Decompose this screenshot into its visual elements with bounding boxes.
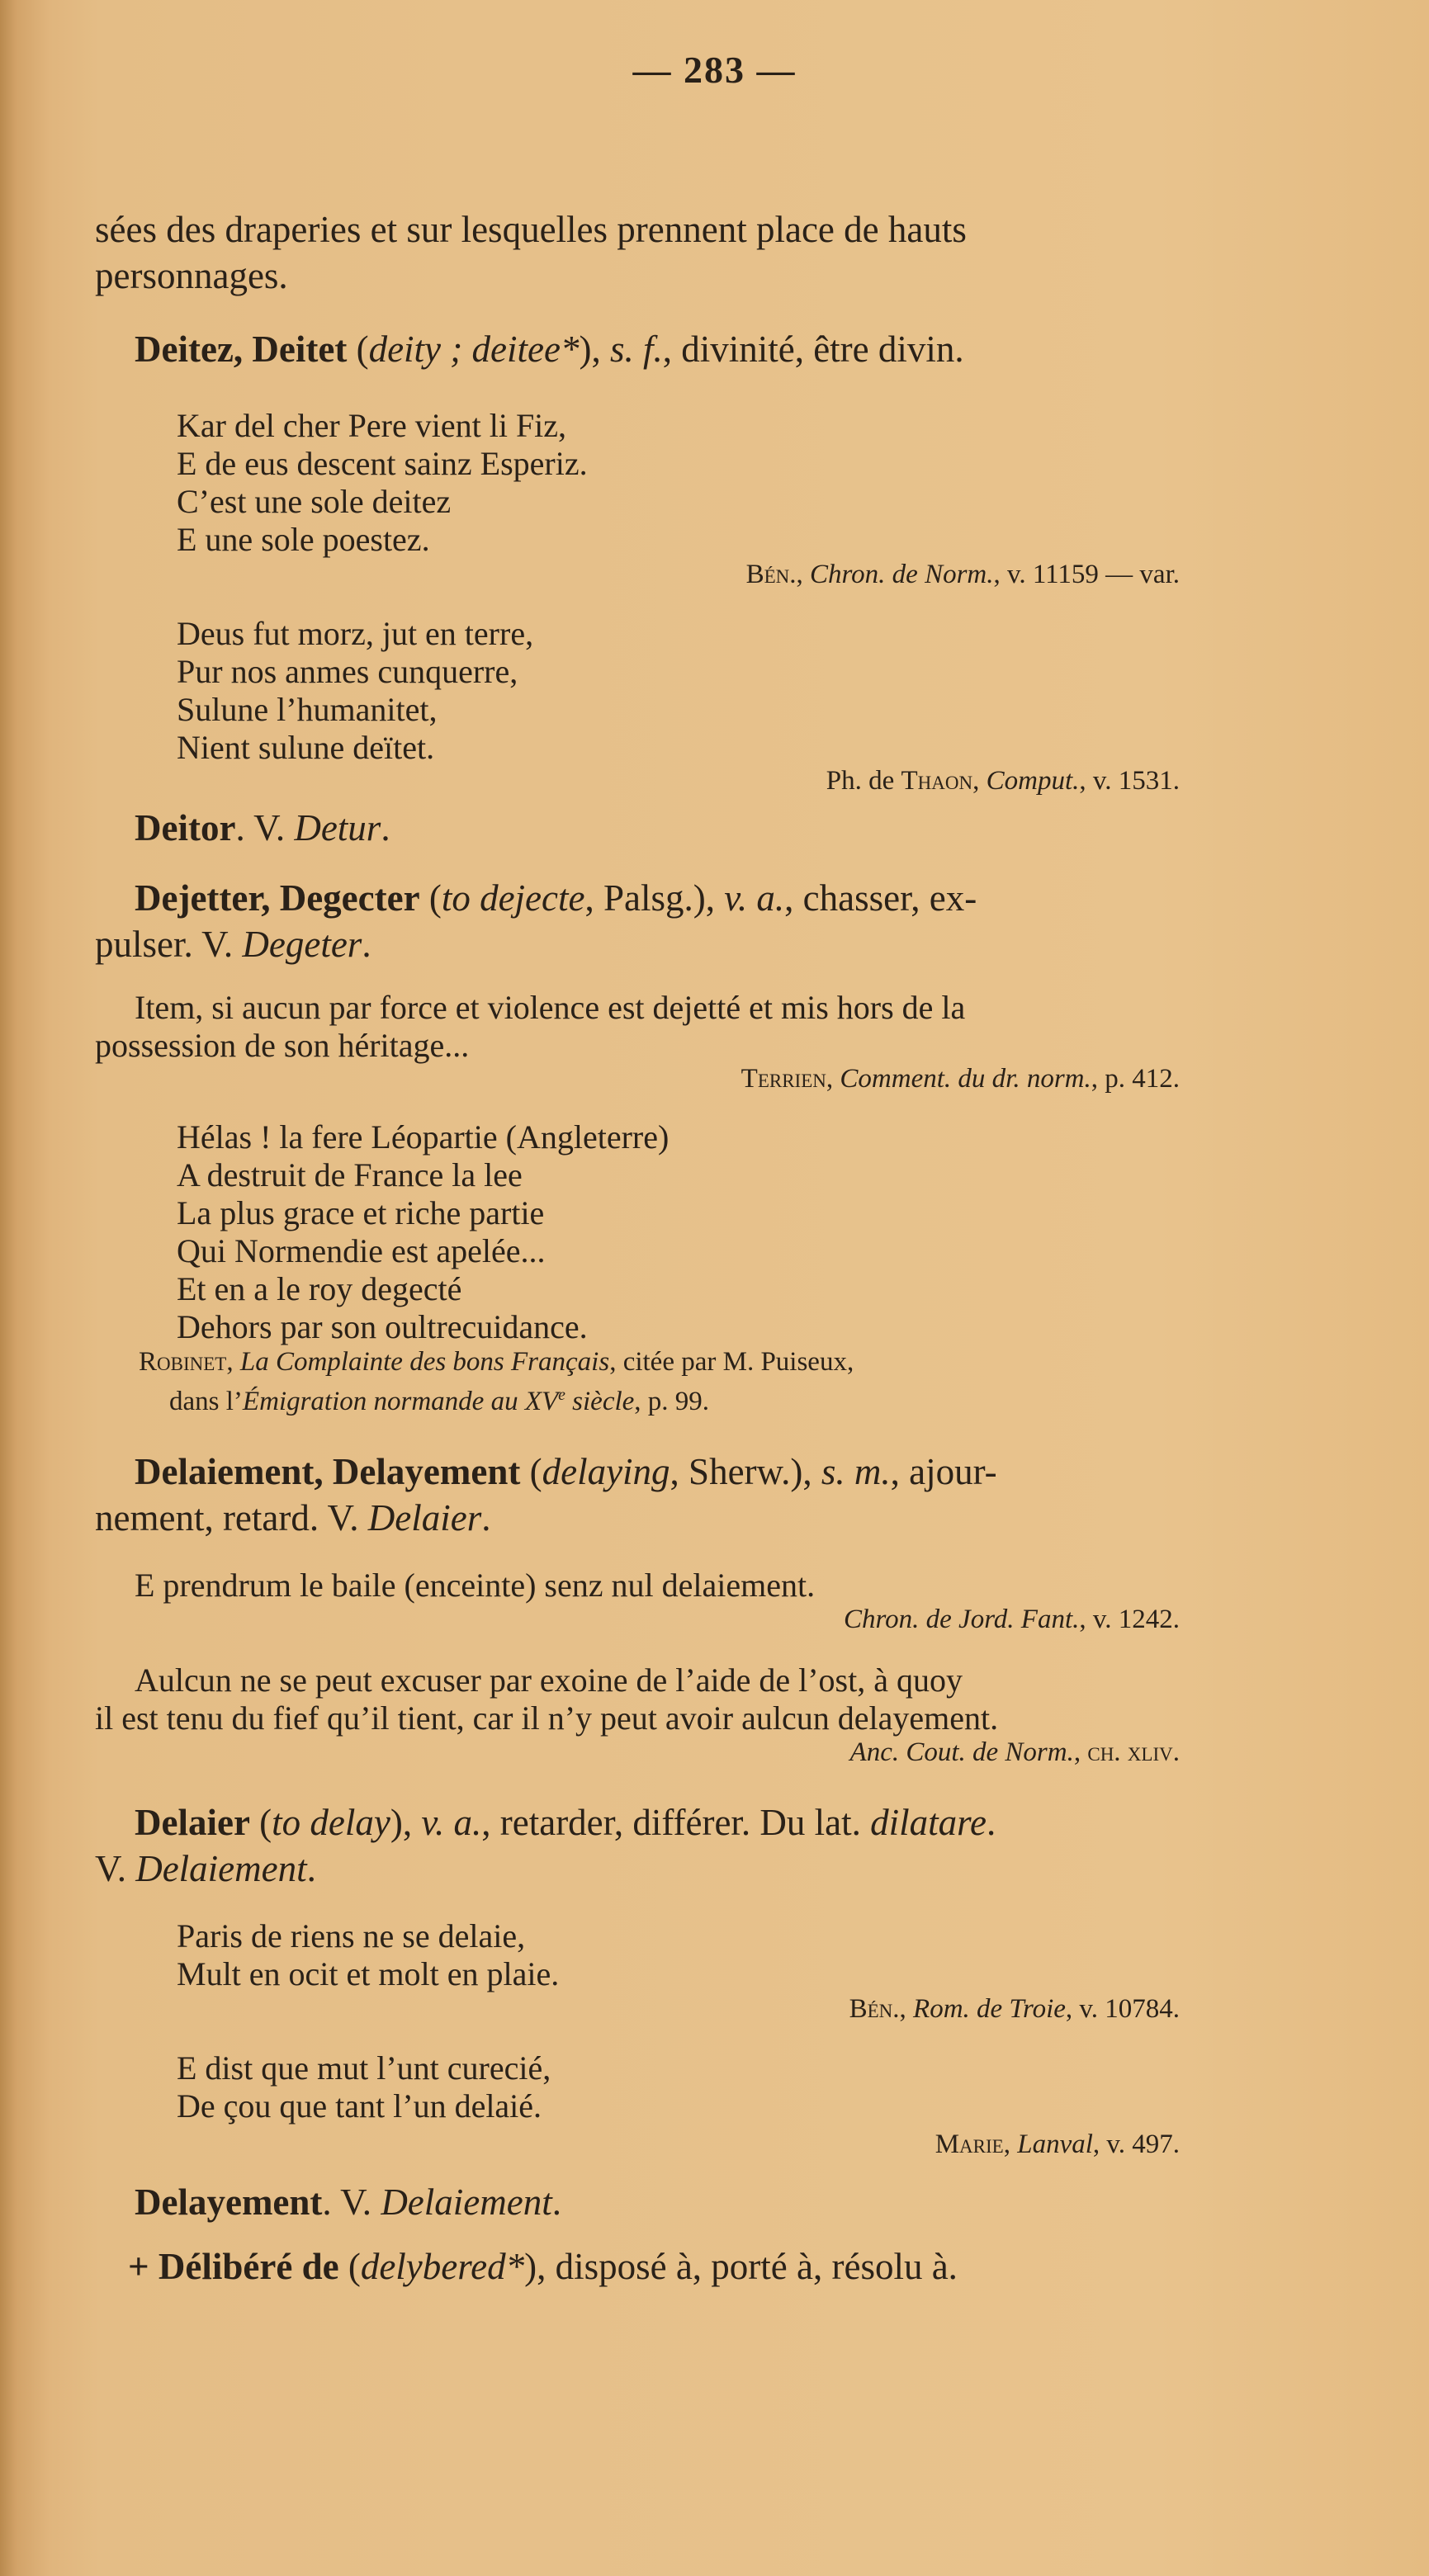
verse-line: Nient sulune deïtet. <box>177 729 435 766</box>
citation: Chron. de Jord. Fant., v. 1242. <box>844 1605 1180 1634</box>
citation: Anc. Cout. de Norm., ch. xliv. <box>849 1737 1180 1767</box>
entry-dejetter-line-2: pulser. V. Degeter. <box>95 924 371 965</box>
etymology: to dejecte <box>441 877 585 919</box>
citation: Marie, Lanval, v. 497. <box>935 2129 1180 2159</box>
continuation-line-1: sées des draperies et sur lesquelles prennent place de hauts <box>95 209 967 250</box>
etymology: delybered* <box>360 2246 525 2287</box>
entry-dejetter: Dejetter, Degecter (to dejecte, Palsg.), v. a., chasser, ex- <box>135 877 977 919</box>
verse-line: Kar del cher Pere vient li Fiz, <box>177 407 567 444</box>
citation: Bén., Chron. de Norm., v. 11159 — var. <box>745 560 1180 589</box>
verse-line: Paris de riens ne se delaie, <box>177 1917 526 1954</box>
verse-line: Et en a le roy degecté <box>177 1270 462 1307</box>
entry-delaier: Delaier (to delay), v. a., retarder, différer. Du lat. dilatare. <box>135 1802 996 1843</box>
verse-line: E dist que mut l’unt curecié, <box>177 2049 551 2087</box>
definition: , divinité, être divin. <box>662 328 964 370</box>
entry-delayement: Delayement. V. Delaiement. <box>135 2181 561 2223</box>
headword: Dejetter, Degecter <box>135 877 420 919</box>
continuation-line-2: personnages. <box>95 255 288 296</box>
entry-deitor: Deitor. V. Detur. <box>135 807 390 848</box>
headword: Delaiement, Delayement <box>135 1451 521 1492</box>
prose-quote: il est tenu du fief qu’il tient, car il n’y peut avoir aulcun delayement. <box>95 1699 999 1737</box>
cross-reference: Degeter <box>242 924 362 965</box>
cross-reference: Delaier <box>367 1497 482 1539</box>
verse-line: E de eus descent sainz Esperiz. <box>177 445 588 482</box>
verse-line: A destruit de France la lee <box>177 1156 523 1193</box>
prose-quote: possession de son héritage... <box>95 1027 470 1064</box>
verse-line: Mult en ocit et molt en plaie. <box>177 1955 560 1992</box>
grammar-label: s. f. <box>609 328 663 370</box>
verse-line: Qui Normendie est apelée... <box>177 1232 546 1269</box>
plus-marker-icon: + <box>128 2246 149 2287</box>
verse-line: Pur nos anmes cunquerre, <box>177 653 518 690</box>
headword: Delaier <box>135 1802 250 1843</box>
entry-delaier-line-2: V. Delaiement. <box>95 1848 316 1889</box>
grammar-label: v. a. <box>724 877 785 919</box>
prose-quote: Aulcun ne se peut excuser par exoine de l’aide de l’ost, à quoy <box>135 1661 963 1699</box>
headword: Deitez, Deitet <box>135 328 348 370</box>
verse-line: C’est une sole deitez <box>177 483 452 520</box>
prose-quote: Item, si aucun par force et violence est dejetté et mis hors de la <box>135 989 966 1026</box>
etymology: to delay <box>272 1802 390 1843</box>
verse-line: Hélas ! la fere Léopartie (Angleterre) <box>177 1118 670 1156</box>
citation-line-2: dans l’Émigration normande au XVe siècle, p. 99. <box>169 1386 710 1416</box>
verse-line: E une sole poestez. <box>177 521 430 558</box>
citation: Robinet, La Complainte des bons Français, citée par M. Puiseux, <box>139 1347 854 1377</box>
verse-line: Sulune l’humanitet, <box>177 691 438 728</box>
latin-etymon: dilatare <box>870 1802 987 1843</box>
headword: Delayement <box>135 2181 323 2223</box>
verse-line: Dehors par son oultrecuidance. <box>177 1308 588 1345</box>
verse-line: La plus grace et riche partie <box>177 1194 545 1231</box>
prose-quote: E prendrum le baile (enceinte) senz nul delaiement. <box>135 1567 816 1604</box>
headword: Délibéré de <box>158 2246 339 2287</box>
grammar-label: v. a. <box>421 1802 482 1843</box>
cross-reference: Delaiement <box>135 1848 307 1889</box>
verse-line: Deus fut morz, jut en terre, <box>177 615 534 652</box>
citation: Ph. de Thaon, Comput., v. 1531. <box>826 766 1180 796</box>
entry-delaiement-line-2: nement, retard. V. Delaier. <box>95 1497 491 1539</box>
definition: disposé à, porté à, résolu à. <box>546 2246 958 2287</box>
citation: Terrien, Comment. du dr. norm., p. 412. <box>741 1064 1180 1094</box>
etymology: delaying <box>542 1451 670 1492</box>
entry-deitez: Deitez, Deitet (deity ; deitee*), s. f., divinité, être divin. <box>135 328 964 370</box>
entry-delaiement: Delaiement, Delayement (delaying, Sherw.), s. m., ajour- <box>135 1451 997 1492</box>
page-number: — 283 — <box>632 49 797 91</box>
verse-line: De çou que tant l’un delaié. <box>177 2087 542 2125</box>
etymology: deity ; deitee* <box>368 328 580 370</box>
cross-reference: Detur <box>294 807 381 848</box>
cross-reference: Delaiement <box>381 2181 552 2223</box>
grammar-label: s. m. <box>821 1451 891 1492</box>
citation: Bén., Rom. de Troie, v. 10784. <box>849 1994 1180 2024</box>
entry-delibere: + Délibéré de (delybered*), disposé à, porté à, résolu à. <box>128 2246 958 2287</box>
headword: Deitor <box>135 807 236 848</box>
